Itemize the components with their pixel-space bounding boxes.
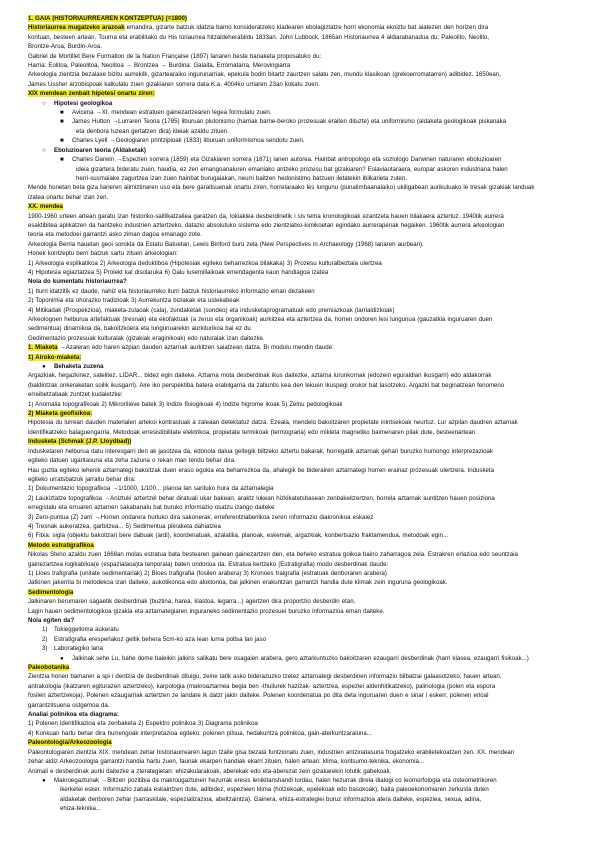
paragraph-line: 3) Zero-puntua (Z) zarri →Horren ondarera hurluko dira sakonerak, erreferentziaberilkoa zeren informazio diakronikoa eskaiez (28, 513, 374, 521)
heading-highlight: XIX mendean zenbait hipotesi onartu ziren: (28, 90, 155, 98)
paragraph-line: 4) Tresnak aukeratzea, garbitzea... 5) Sedimentua pikraketa dahiatzea (28, 522, 221, 530)
list-number: 3) (42, 645, 48, 653)
list-item-text: Tokieggelloma aukeratu (54, 626, 119, 634)
hollow-bullet-icon: ○ (42, 146, 46, 154)
paragraph-line: James Ussher arzobispoak kalkulatu zuen gizakiaren sorrera data K.a. 4004ko urriaren 23an kokatu zuen. (28, 80, 320, 88)
subheading (28, 353, 588, 362)
heading-highlight: 1) Airoko-miaketa: (28, 353, 82, 361)
paragraph-line (28, 23, 588, 32)
list-item-text: Charles Lyell →Geologiaren printzipioak (1833) liburuan uniformismoa sendotu zuen. (72, 137, 305, 145)
list-item (28, 146, 588, 155)
heading-highlight: 2) Miaketa geofisikoa: (28, 410, 93, 418)
paragraph-line: ehiza-teknika... (60, 805, 101, 813)
heading-highlight: Sedimentologia (28, 588, 74, 596)
paragraph-line: izatea onartu behar izan zen. (28, 193, 109, 201)
paragraph-line: Honek kontzeptu berri batzuk sartu zituen arkeologian: (28, 250, 178, 258)
list-item-text: Charles Darwin →Espezien sorrera (1859) eta Gizakiaren sorrera (1871) lanen autorea. Hainbat antropologo eta soziologo Darwinen naturaren eboluzioaren (72, 156, 502, 164)
paragraph-line: 2) Toponimia eta ohorazko tradizioak 3) Aurrekuntza biziakak eta ustekabeak (28, 297, 240, 305)
paragraph-line: 1) Anomalia topografikoak 2) Mikrorilieve batek 3) Indize floiogikoak 4) Indize higrome ikoak 5) Zelnu pedologikoak (28, 400, 343, 408)
paragraph-line: kontuan, besteen artean. Tourna eta erabilitako du His toriaurrea hitzaldeherabildu 1833an. John Lubbock, 1865an Historiaurrea 4 aldiarabanadua du: Paleolito, Neolito, (28, 33, 490, 41)
paragraph-line: Harria: Eolitoa, Paleolitoa, Neolitoa → Brontzea → Burdina: Galaita, Erromatarra, Merovingiarra (28, 62, 291, 70)
list-item-text: Hipotesi geologikoa (54, 99, 113, 107)
list-number: 1) (42, 626, 48, 634)
paragraph-line: 1) Polenen identifikazioa eta zenbaketa 2) Espektro polinikoa 3) Diagrama polinikoa (28, 720, 258, 728)
list-number: 2) (42, 635, 48, 643)
paragraph-line: Zientzia honen bamaren a spi i dentzia de desberdinak dituigu, zeine tatik asko biderazuzko tzetez aztarnategi desberdinen informazio bilbatzai galaasotzeko, hauen artean, (28, 673, 502, 681)
list-item (28, 625, 588, 634)
paragraph-line: (baldintzak onkeraketan soilik ikusgarri). Aire iko perspektiba batera erabilgarria da zatiuntis kea den lekuen ikuspegi orokor bat lasotzeko. Argazki bat beginatzean fenomeno (28, 381, 505, 389)
square-bullet-icon: ■ (60, 109, 64, 117)
paragraph-line: Arkeologoen helburua artefaktuak (tresnak) eta ekofaktuak (a zerus eta organikoak) aurkitzea eta aztertzea da, horren ondoren lesi lungunua (gauzatkia inguruaren duen (28, 316, 493, 323)
list-item (28, 155, 588, 164)
subheading (28, 588, 588, 597)
list-item-text: Laborategiko lana (54, 645, 103, 653)
paragraph-line: esaktibitea aplikatzen da hantzeko industrien aztertzeko, datazio absolutuko sistema edo zientziatxo-kimikoetan egindako aurrerapenak hegaiken. 1960tik aurrera arkeologian (28, 221, 505, 229)
heading-highlight: XX. mendea (28, 203, 63, 211)
heading-highlight: Paleontologia/Arkeozoologia (28, 739, 112, 747)
paragraph-line: 1) Arkeologia espilkatikoa 2) Arkeologia deduktiboa (Hipotesiak egiteko beharrezkoa bilakaka) 3) Prozesu kulturalbeztala ulertzea (28, 259, 382, 267)
hollow-bullet-icon: ○ (42, 99, 46, 107)
inline-highlight: 1. Miaketa (28, 344, 58, 352)
paragraph-text: →Azaleran edo haren azpian dauden aztarnak aurkitzen saiatzean datza. Bi modulu mendin daude: (57, 344, 334, 352)
subheading (28, 437, 588, 446)
paragraph-line: Jatkinen jakerrila bi metodekoa izan daiteke, aukotikonoa edo aloktonoa, bai jalkinen erakuntzan garrantzi handia dute klimak zein inguruna geologikoak. (28, 579, 448, 587)
paragraph-line: erreibetzatiaak zuntzet kudaletzke: (28, 391, 123, 399)
heading-highlight: 1. GAIA (HISTORIAURREAREN KONTZEPTUA) (=1800) (28, 15, 187, 22)
paragraph-line: 2) Laukiztatze topografikoa →Aniztuki aztertzel behar diratuali ukar bakean, araktz lukean hizkikatetsbasean zenbakeitzertzen, horrela aztarnak auntitzen hauen posiziona (28, 494, 495, 502)
paragraph-text: emandira, gizarte batzuk idatzia barno konsideratzeko kladearen ebolagiztatze horri ekonomia ekoiztu bat aiatezen den horizen dira (124, 24, 489, 32)
paragraph-line: Lagin hauen sedimentologikoa gizakia eta aztarnategiaren inguraneko sedimentazio prozesuei buruzko informazioa eman daiteke. (28, 607, 385, 615)
subheading: Nola egiten da? (28, 617, 75, 624)
list-item-text: Eboluzioaren teoria (Aldaketak) (54, 146, 146, 154)
heading-highlight: Paleobotanika (28, 664, 70, 672)
paragraph-line: Brontze-Aroa, Burdin-Aroa. (28, 43, 102, 51)
paragraph-line: sedimentua) dinamikoa da, bakoitzkoera eta lungunuarekin aurkiturikoa bai ez du (28, 325, 251, 333)
list-item-text: Makroegaztunak →Biltzen pozitibia da makrougaztunen hezurrak eresis lenikitanshandi lurdau, halen hezurrak direla dialogi co leomorfologia eta osteometrikoren (54, 776, 497, 784)
paragraph-line: aldaketak denboren zehar (sarraskitale, espezializazioa, abeltzaintza). Gainera, ehiza-estrategiei buruz informazioa atera daiteke, espeziea, sexua, adina, (60, 795, 482, 803)
paragraph-line: Indusketaren helburua datu interesgarri den ak jasotzea da, edonola dalua geltegik biltzeko aztertu bakarak, horregatik aztarnak gehari buruzko humongo interprezazioak (28, 447, 493, 455)
paragraph-line: 1) Iturri idatzitik ez daude, nahiz eta historiaurreko iturri batzuk historiaurreko informazio eman dezakeen (28, 287, 315, 295)
paragraph-line: Hipotesia du lurrean dauden materialen artekoi kontrastuak a zaleaan detektatuz datza. Ezeala, mendelo bakoitzaren propietate inintsekoak neurtuz. Lur azpilan daudren aztarnak (28, 419, 518, 427)
paragraph-line: Arkeologia Berria hauetan geoi sorokla da Estatu Batuetan, Lewis Binford buru zela (New Perspectives in Archaeology (1968) lanaren aurbean). (28, 240, 424, 248)
subheading (28, 738, 588, 747)
paragraph-line: 1) Lloes trafigrafia (unitate sedimentariak) 2) Bioes trafigrafia (fosilen arabera) 3) Kronoes traigrafia (estratuak denboraren arabera) (28, 569, 387, 577)
square-bullet-icon: ■ (60, 118, 64, 126)
list-item-text: James Hutton →Lurraren Teoria (1785) liburuan plutonismo (harriak barne-beroko prozesuak eraiten dituzte) eta uniformismo (aldaketa geologikoak piskanaka (72, 118, 507, 126)
paragraph-line: Nikolas Steno azaldu zuen 1668an molas estratua bata bestearen gainean gainezartzen den, eta beheko estratua goikoa baino zaharragoa zela. Estrakren erlazioa edo seuntzaia (28, 551, 518, 559)
paragraph-line: 4) Hipotesia egiaztatzea 5) Prolekt kal disolaruka 6) Dalu lusemillaikoak emendagenta kaun handiagoa izatea (28, 268, 329, 276)
subheading (28, 663, 588, 672)
paragraph-line: zehar aldiz Arkeozoologia garrantzi handia hartu zuen, faunak ekarpen handiak ekarri zituen, halen artean: klima, kontsumo-teknika, ekonomia... (28, 758, 424, 766)
paragraph-line: erregistalu eta erruaren aztarnen sakabanalu bat buruko informazio osatzu izango daiteke (28, 504, 275, 512)
paragraph-line: Arkeologia zientzia bezalaxe bizitu aurrekilk, gizartearaiko ingurunarriak, epekula bodin bitartz zaurtzen salatu zen, mundu klasikoan (grekoerromatarren) adibidez. 1650ean, (28, 71, 501, 79)
list-item-text: Avicena →XI. mendean estratuen gainezartzearen legea formulatu zuen. (72, 109, 272, 117)
paragraph-line: teoria eta metodoei garrantzi asko ziman dagoa emanago zote. (28, 231, 202, 239)
list-item (28, 108, 588, 117)
section-heading (28, 14, 588, 23)
list-item (28, 776, 588, 785)
list-item-text: Behaketa zuzena (54, 363, 104, 371)
subheading: Analiai polinikoa eta diagrama: (28, 711, 119, 719)
list-item (28, 654, 588, 663)
paragraph-line: identifikatzeko balaguengarria. Metodoak erresistibilitate elektrikoa, propietate termikoak (termograria) edo mikleta magnetiko baimenaren pilak dute, besteenartean. (28, 428, 477, 436)
list-item (28, 644, 588, 653)
paragraph-line: Gedimentazio prozesuak kulturalak (gizakiak eraginikoak) edo naturalak izan daitezke. (28, 334, 265, 342)
inline-highlight: Historiaurrea mugatzeko arazoak (28, 24, 125, 32)
paragraph-line: 4) Konkuan hartu behar dira hurrengoak interpretazioa egiteko: polenen pilsua, hedakuntza polinikoa, gain-aterkuntzaraluna... (28, 729, 372, 737)
paragraph-line: gainezartzea logikabiloa(e (espazialaoa)ta tenporala) baten ondorioa da. Estratua kertzeko (Estratigrafia) modu desberdinak daude: (28, 560, 389, 568)
subheading: Nola do kumentatu historiaurrea? (28, 278, 127, 286)
square-bullet-icon: ■ (60, 156, 64, 164)
heading-highlight: Metodo estratigrafikoa (28, 541, 94, 549)
paragraph-line: Mende honetan beta giza liarieren alimiztinaren uso eta bere garaitsuenak onartu ziren, horrelaraako les lungunu (punalimbaanalaiko) ukiligabean aurikuluako le tresak gizakiak landuak (28, 184, 535, 192)
list-item (28, 362, 588, 371)
subheading (28, 409, 588, 418)
paragraph-line: Animali e desberdinak aurki daitezke a zterategietan: ehizakularakoak, aberekak edo eta-aberezat zein gizakarekin lotutik gabekoak. (28, 767, 392, 775)
paragraph-line: 1) Dokumentazio topografikoa →1/1000, 1/100... planoa lan sarituko hura da aztarnalegia (28, 485, 274, 493)
paragraph-line: herri-susmaiake zagurtzea izan zuen hainbat burugaiakan, neurri baitzen hedonistimo batzuen iletatekin ibilkarieta zuten. (76, 174, 408, 182)
subheading (28, 541, 588, 550)
bullet-icon: ● (42, 363, 46, 371)
paragraph-line: Jalkinaren berumaren sagaetik desberdinak (buztina, harea, klastoa, legarra...) agertzen dira proportzio desberdin etan. (28, 598, 356, 606)
paragraph-line: fosilen aztertzekoja). Polenen ezaugarriak aztertzen ze landare ik datzr jakin daiteke. Polenen koordenatua po dita deta inguruaren duen e sinar i eskerr, polenen erloal (28, 692, 489, 700)
bullet-icon: ● (42, 776, 46, 784)
list-item-text: Jalkinak sehe Lu, bahe dome baleikin jalkins salikatu bere osagaien arabera, gero aztarkuntuzko bakoitzaren ezaugarri desberdinak (harri klasea, ezaugarri fisikoak...) (72, 654, 529, 662)
paragraph-line: eta denbora luzean gertatzen dira) ideiak azaldu zituen. (76, 127, 229, 135)
paragraph-line (28, 343, 588, 352)
paragraph-line: Paleontologiaren zientzia XIX. mendean zehar historiaurrearen lagun tzaile gisa bezala funtzionatu zuen, industrien antzinatasuna frogatzeko erabiletekoatzen zen. XX. mendean (28, 748, 515, 756)
bullet-icon: ● (60, 654, 64, 662)
heading-highlight: Indusketa (Schmak (J.P. Lloydbad)) (28, 438, 132, 446)
square-bullet-icon: ■ (60, 137, 64, 145)
list-item (28, 117, 588, 126)
paragraph-line: antrakologia (ikatzaren egiturazen aztertzeko), karpologia (makroaztarnea begia ben -thuilurek hazizak- aztertzea, espeziei aldenhitikatzeko), palinologia (polen eta espora (28, 682, 496, 690)
paragraph-line: egiteko datuen ugaritasuna eta zeha zazuna o rekan man tendu behar dira. (28, 457, 236, 465)
paragraph-line: ikerketei esker. Informazio zabala eskaintzen dute, adibidez, espezieen klima (hotzekoak, epelekoak edo basokoak), baita paleoekonomiaren zerkusta duten (60, 786, 489, 794)
section-heading (28, 202, 588, 211)
section-heading (28, 89, 588, 98)
paragraph-line: ideia gizartera bideratu zuen, haudia, ez zen emangoanaluren emaniako antzeko prozesu bat gizakiaren? Eslaviaotaraera, europar askoren industriana halen (76, 165, 508, 173)
list-item-text: Estratigrafia eresperlakoz geltik behera 5cm-ko aza lean lurna poltsa lan jaso (54, 635, 266, 643)
list-item (28, 635, 588, 644)
list-item (28, 99, 588, 108)
paragraph-line: 6) Fitxa: sigla (objektu bakoitzari bere dabuak (ardi), koordenatuak, azalatilia, planoak, eskemak, argazkiak, konbertsazio fraktamendua, metodoak egin... (28, 532, 448, 540)
paragraph-line: egiteko urratsbatzuk jarraitu behar dira: (28, 475, 136, 483)
paragraph-line: garrantzitsuena ostgemoa da. (28, 701, 110, 709)
paragraph-line: Gabriel de Mortillet Bere Formation de la Nation Française (1897) lanaren beste banaketa proposatuko du: (28, 52, 322, 60)
paragraph-line: 1900-1960 urteen artean garatu izan historiko-saillikatzailea garatzen da, tokiaklea desberdinetik i sis tema kronologikoak ezantzeta hauen bilakaera aztertuz. 1940tik aurrera (28, 212, 504, 220)
paragraph-line: 4) Mitikadak (Prospekzioa), miaketa-zulaoak (cala), zundaketak (sondeo) eta indusketaprogramatuak edo premiazkoak (larrialdizkoak) (28, 306, 395, 314)
paragraph-line: Hau guztia egiteko lehenik aztarnategi bakoitzak duen eraso egokia eta beharrezkoa da, ahalegik be biderairen aztarnategi horren erainaz prozesuak ulertzera. Indusketa (28, 466, 495, 474)
paragraph-line: Argazkiak, hegazkinez, satelitez, LIDAR... bidez egin daiteke. Aztarna mota desberdinak ikus daitezke, aztarna lurunkornak (edozein eguraldian ikusgarri) edo aldakorrak (28, 372, 492, 380)
list-item (28, 136, 588, 145)
